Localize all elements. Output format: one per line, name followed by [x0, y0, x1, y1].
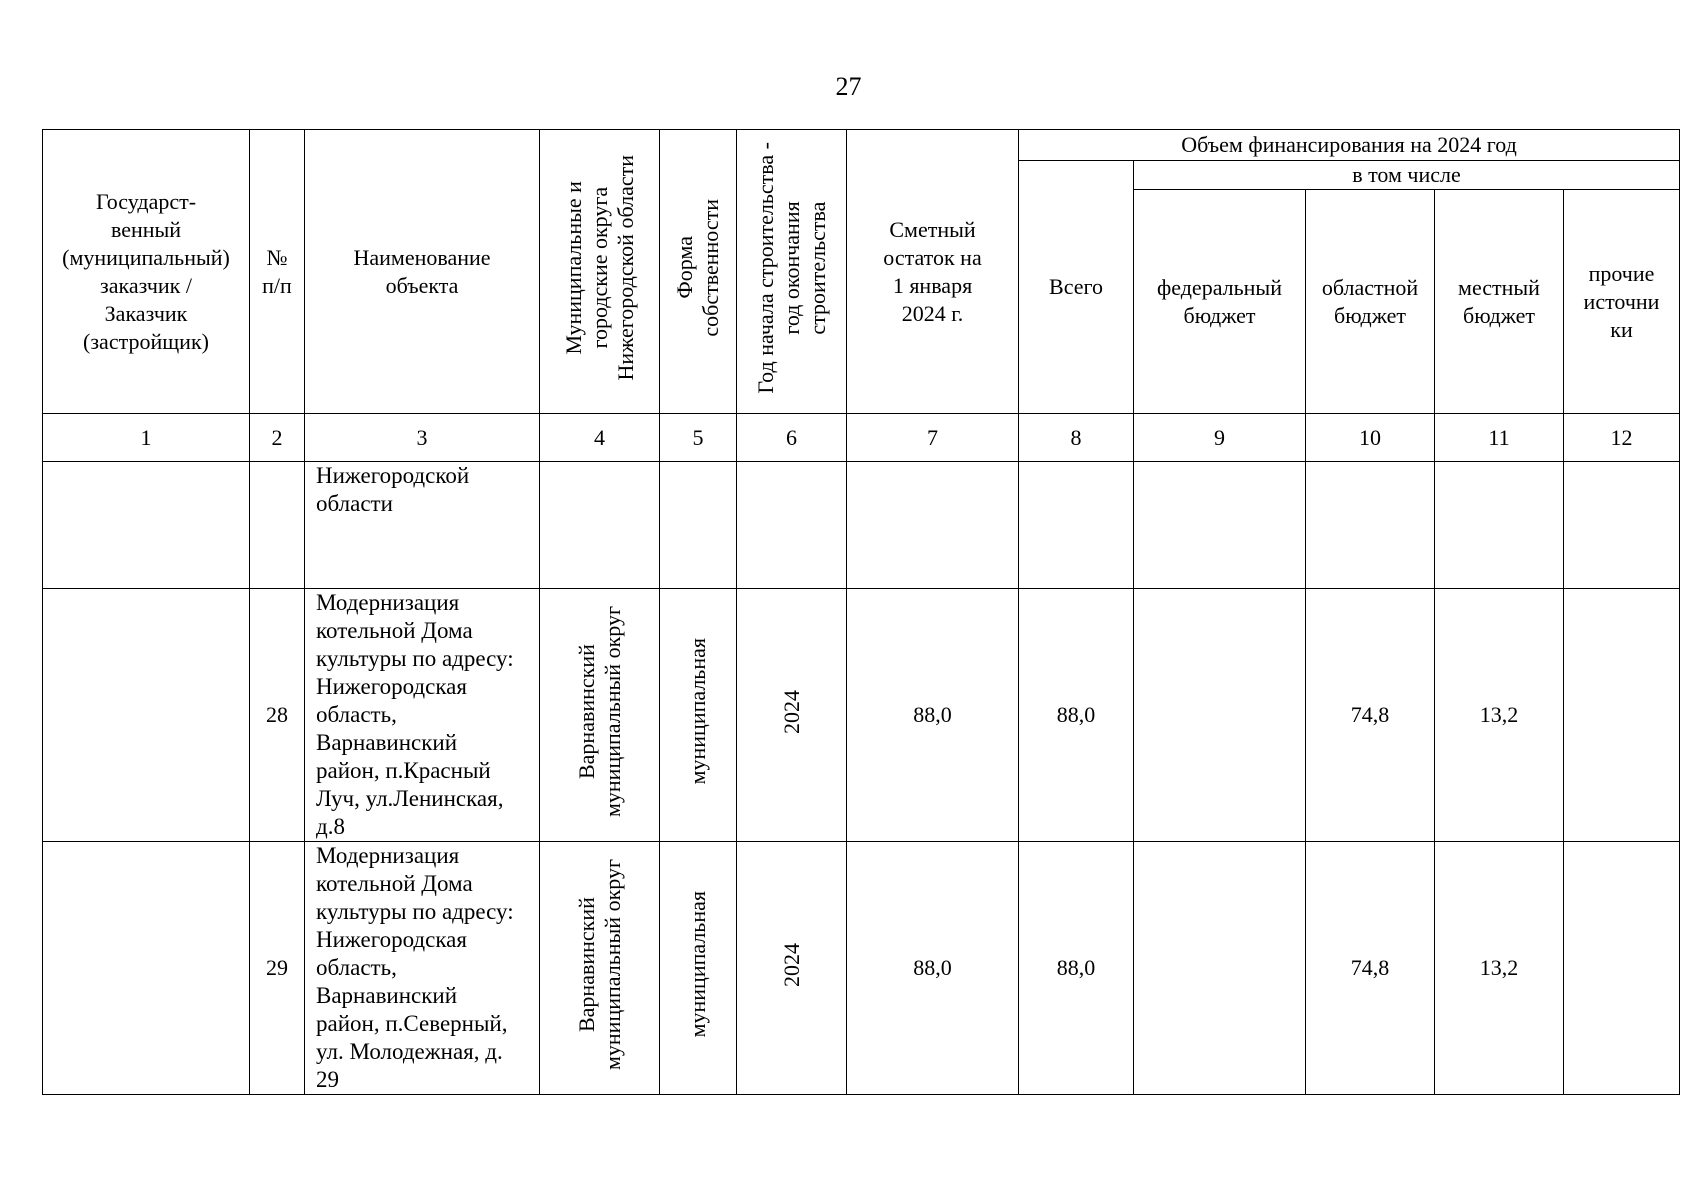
cell-other [1564, 462, 1680, 589]
cell-regional [1306, 462, 1435, 589]
cell-federal [1134, 462, 1306, 589]
cell-other [1564, 589, 1680, 842]
header-number: № п/п [250, 130, 305, 414]
cell-object-name: Модернизация котельной Дома культуры по адресу: Нижегородская область, Варнавинский район, п.Красный Луч, ул.Ленинская, д.8 [305, 589, 540, 842]
cell-customer [43, 589, 250, 842]
column-number: 6 [737, 414, 847, 462]
header-row-group [43, 130, 1680, 161]
cell-district: Варнавинский муниципальный округ [540, 842, 660, 1095]
table-row [43, 462, 1680, 589]
cell-regional: 74,8 [1306, 842, 1435, 1095]
column-number: 9 [1134, 414, 1306, 462]
cell-years: 2024 [737, 589, 847, 842]
header-federal: федеральный бюджет [1134, 190, 1306, 414]
header-including: в том числе [1134, 161, 1680, 190]
column-number: 10 [1306, 414, 1435, 462]
column-number: 2 [250, 414, 305, 462]
header-local: местный бюджет [1435, 190, 1564, 414]
cell-total: 88,0 [1019, 589, 1134, 842]
header-ownership: Форма собственности [660, 130, 737, 414]
cell-number [250, 462, 305, 589]
table-row [43, 589, 1680, 842]
cell-local: 13,2 [1435, 842, 1564, 1095]
header-funding-group: Объем финансирования на 2024 год [1019, 130, 1680, 161]
header-district: Муниципальные и городские округа Нижегородской области [540, 130, 660, 414]
header-total: Всего [1019, 161, 1134, 414]
column-number: 4 [540, 414, 660, 462]
cell-years [737, 462, 847, 589]
table-row [43, 842, 1680, 1095]
header-estimated-balance: Сметный остаток на 1 января 2024 г. [847, 130, 1019, 414]
cell-district [540, 462, 660, 589]
cell-customer [43, 462, 250, 589]
column-number: 5 [660, 414, 737, 462]
cell-object-name: Модернизация котельной Дома культуры по адресу: Нижегородская область, Варнавинский район, п.Северный, ул. Молодежная, д. 29 [305, 842, 540, 1095]
header-object-name: Наименование объекта [305, 130, 540, 414]
column-number: 11 [1435, 414, 1564, 462]
cell-years: 2024 [737, 842, 847, 1095]
cell-federal [1134, 589, 1306, 842]
column-number: 8 [1019, 414, 1134, 462]
column-number-row [43, 414, 1680, 462]
cell-number: 28 [250, 589, 305, 842]
header-other: прочие источни ки [1564, 190, 1680, 414]
cell-object-name: Нижегородской области [305, 462, 540, 589]
cell-ownership: муниципальная [660, 589, 737, 842]
cell-other [1564, 842, 1680, 1095]
column-number: 12 [1564, 414, 1680, 462]
cell-customer [43, 842, 250, 1095]
cell-local [1435, 462, 1564, 589]
header-years: Год начала строительства - год окончания строительства [737, 130, 847, 414]
page-number: 27 [835, 72, 862, 101]
cell-number: 29 [250, 842, 305, 1095]
header-regional: областной бюджет [1306, 190, 1435, 414]
cell-balance: 88,0 [847, 589, 1019, 842]
cell-total [1019, 462, 1134, 589]
cell-regional: 74,8 [1306, 589, 1435, 842]
cell-ownership: муниципальная [660, 842, 737, 1095]
cell-total: 88,0 [1019, 842, 1134, 1095]
cell-district: Варнавинский муниципальный округ [540, 589, 660, 842]
column-number: 7 [847, 414, 1019, 462]
cell-balance [847, 462, 1019, 589]
financing-table [42, 129, 1680, 1095]
column-number: 3 [305, 414, 540, 462]
cell-ownership [660, 462, 737, 589]
header-customer: Государст- венный (муниципальный) заказчик / Заказчик (застройщик) [43, 130, 250, 414]
cell-local: 13,2 [1435, 589, 1564, 842]
cell-federal [1134, 842, 1306, 1095]
column-number: 1 [43, 414, 250, 462]
cell-balance: 88,0 [847, 842, 1019, 1095]
